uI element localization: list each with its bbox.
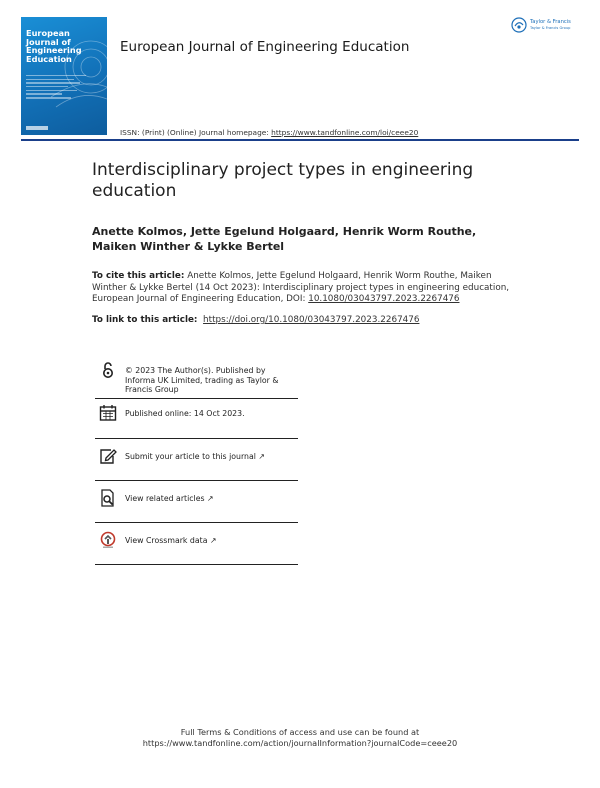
related-row[interactable]	[95, 481, 298, 523]
submit-row[interactable]	[95, 439, 298, 481]
cover-title: European Journal of Engineering Education	[26, 28, 82, 64]
cite-text: Anette Kolmos, Jette Egelund Holgaard, Henrik Worm Routhe, Maiken Winther & Lykke Bertel (14 Oct 2023): Interdisciplinary project types in engineering education, European Journal of Engineering Education, DOI:	[92, 271, 510, 304]
crossmark-row[interactable]	[95, 523, 298, 565]
header-divider	[21, 139, 579, 141]
cover-publisher-mark	[26, 126, 48, 130]
journal-homepage-link[interactable]: https://www.tandfonline.com/loi/ceee20	[271, 128, 419, 137]
footer-terms-text: Full Terms & Conditions of access and use can be found at	[180, 727, 420, 737]
open-access-lock-icon	[99, 361, 117, 379]
article-title: Interdisciplinary project types in engineering education	[92, 160, 474, 201]
external-link-icon: ↗	[209, 536, 217, 545]
edit-document-icon	[99, 447, 117, 465]
cover-text-lines	[26, 75, 86, 101]
taylor-francis-logo-icon	[511, 17, 527, 33]
article-authors: Anette Kolmos, Jette Egelund Holgaard, Henrik Worm Routhe, Maiken Winther & Lykke Bertel	[92, 225, 477, 253]
article-link-line	[92, 315, 419, 325]
license-text: © 2023 The Author(s). Published by Informa UK Limited, trading as Taylor & Francis Group	[125, 366, 279, 395]
link-label: To link to this article:	[92, 315, 198, 325]
related-articles-icon	[99, 489, 117, 507]
article-doi-link[interactable]: https://doi.org/10.1080/03043797.2023.2267476	[203, 315, 420, 325]
footer	[0, 727, 600, 749]
submit-article-label: Submit your article to this journal	[125, 452, 256, 461]
crossmark-label: View Crossmark data	[125, 536, 208, 545]
journal-name: European Journal of Engineering Education	[120, 39, 410, 55]
license-row	[95, 356, 298, 399]
crossmark-link[interactable]	[125, 536, 297, 546]
publisher-logo-line1: Taylor & Francis	[530, 19, 571, 25]
related-articles-link[interactable]	[125, 494, 297, 504]
publisher-logo	[511, 16, 583, 36]
cite-label: To cite this article:	[92, 271, 185, 281]
issn-label: ISSN: (Print) (Online) Journal homepage:	[120, 128, 269, 137]
publisher-logo-line2: Taylor & Francis Group	[530, 26, 571, 30]
citation-block	[92, 271, 512, 306]
published-date: Published online: 14 Oct 2023.	[125, 409, 245, 418]
published-row	[95, 399, 298, 439]
crossmark-icon	[99, 531, 117, 549]
external-link-icon: ↗	[258, 452, 265, 461]
calendar-icon	[99, 404, 117, 422]
external-link-icon: ↗	[207, 494, 214, 503]
submit-article-link[interactable]	[125, 452, 297, 462]
cite-doi-link[interactable]: 10.1080/03043797.2023.2267476	[308, 294, 460, 304]
issn-line	[120, 128, 418, 137]
journal-cover	[21, 17, 107, 135]
footer-terms-link[interactable]: https://www.tandfonline.com/action/journalInformation?journalCode=ceee20	[142, 738, 458, 748]
related-articles-label: View related articles	[125, 494, 205, 503]
article-info-list	[95, 356, 298, 565]
